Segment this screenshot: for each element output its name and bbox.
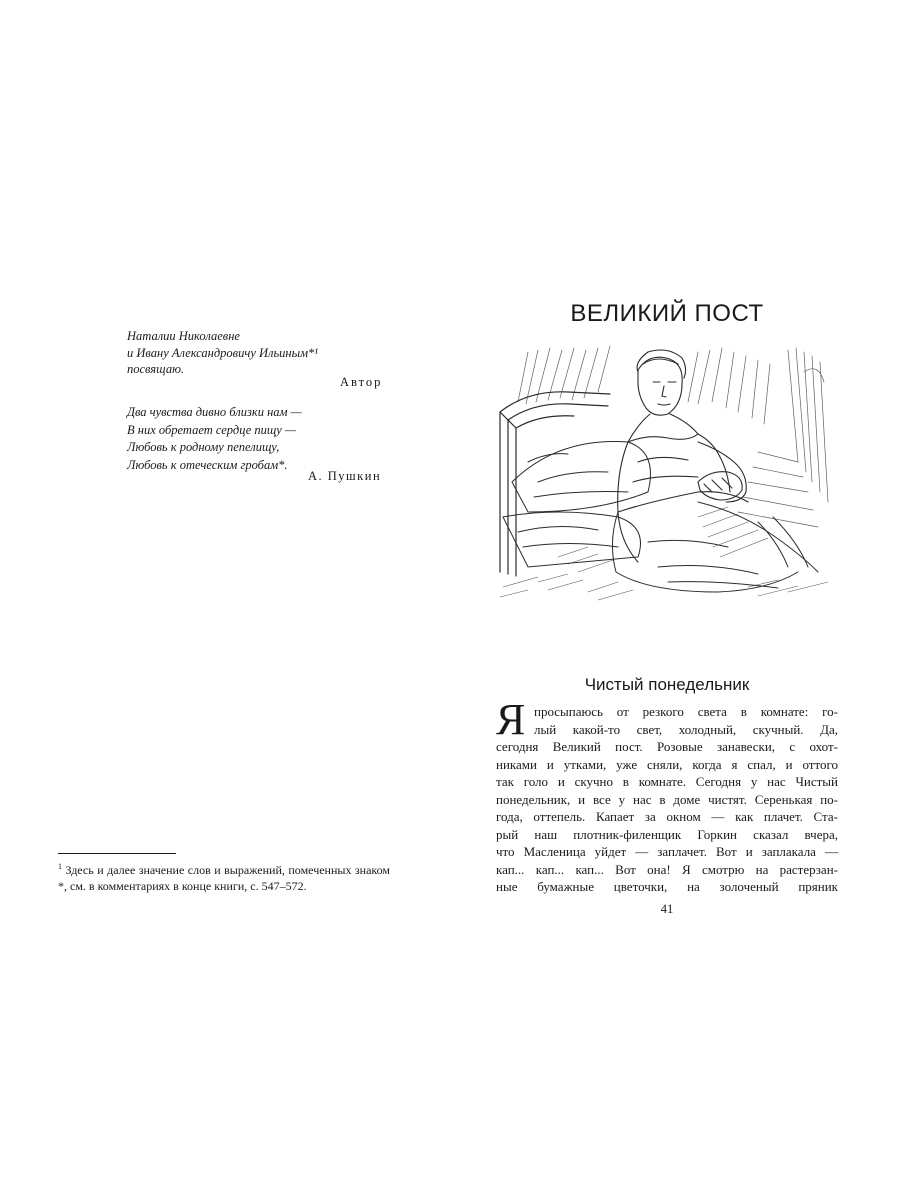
footnote: [58, 859, 390, 894]
footnote-divider: [58, 853, 176, 854]
body-line: лый какой-то свет, холодный, скучный. Да,: [534, 721, 838, 737]
section-title: Чистый понедельник: [584, 675, 750, 694]
epigraph: [127, 404, 392, 474]
body-line: кап... кап... кап... Вот она! Я смотрю на растерзан-: [496, 861, 838, 877]
body-line: что Масленица уйдет — заплачет. Вот и заплакала —: [496, 844, 838, 859]
epigraph-line: Любовь к отеческим гробам*.: [127, 457, 288, 472]
dedication: [127, 328, 392, 378]
epigraph-line: Два чувства дивно близки нам —: [127, 405, 302, 419]
body-line: никами и утками, уже сняли, когда я спал, и оттого: [496, 756, 838, 772]
chapter-title: ВЕЛИКИЙ ПОСТ: [570, 300, 764, 327]
body-line: ные бумажные цветочки, на золоченый пряник: [496, 879, 838, 894]
drop-cap: Я: [496, 695, 526, 744]
dedication-line: посвящаю.: [127, 362, 185, 376]
footnote-marker: 1: [58, 862, 62, 871]
dedication-line: Наталии Николаевне: [127, 329, 240, 343]
body-text: [496, 703, 838, 896]
body-line: просыпаюсь от резкого света в комнате: го-: [534, 704, 838, 719]
epigraph-signature: А. Пушкин: [308, 469, 382, 483]
body-line: сегодня Великий пост. Розовые занавески, с охот-: [496, 739, 838, 754]
boy-sitting-on-bed-sketch-icon: [498, 342, 836, 602]
dedication-signature: Автор: [340, 375, 383, 389]
page-number: 41: [660, 902, 674, 916]
body-line: понедельник, и все у нас в доме чистят. Серенькая по-: [496, 791, 838, 807]
footnote-text: Здесь и далее значение слов и выражений, помеченных знаком *, см. в комментариях в конце книги, с. 547–572.: [58, 863, 391, 893]
dedication-line: и Ивану Александровичу Ильиным*¹: [127, 345, 319, 360]
epigraph-line: В них обретает сердце пищу —: [127, 422, 296, 437]
body-line: года, оттепель. Капает за окном — как плачет. Ста-: [496, 809, 838, 824]
body-line: рый наш плотник-филенщик Горкин сказал вчера,: [496, 826, 838, 842]
epigraph-line: Любовь к родному пепелищу,: [127, 440, 280, 454]
body-line: так голо и скучно в комнате. Сегодня у нас Чистый: [496, 774, 838, 789]
